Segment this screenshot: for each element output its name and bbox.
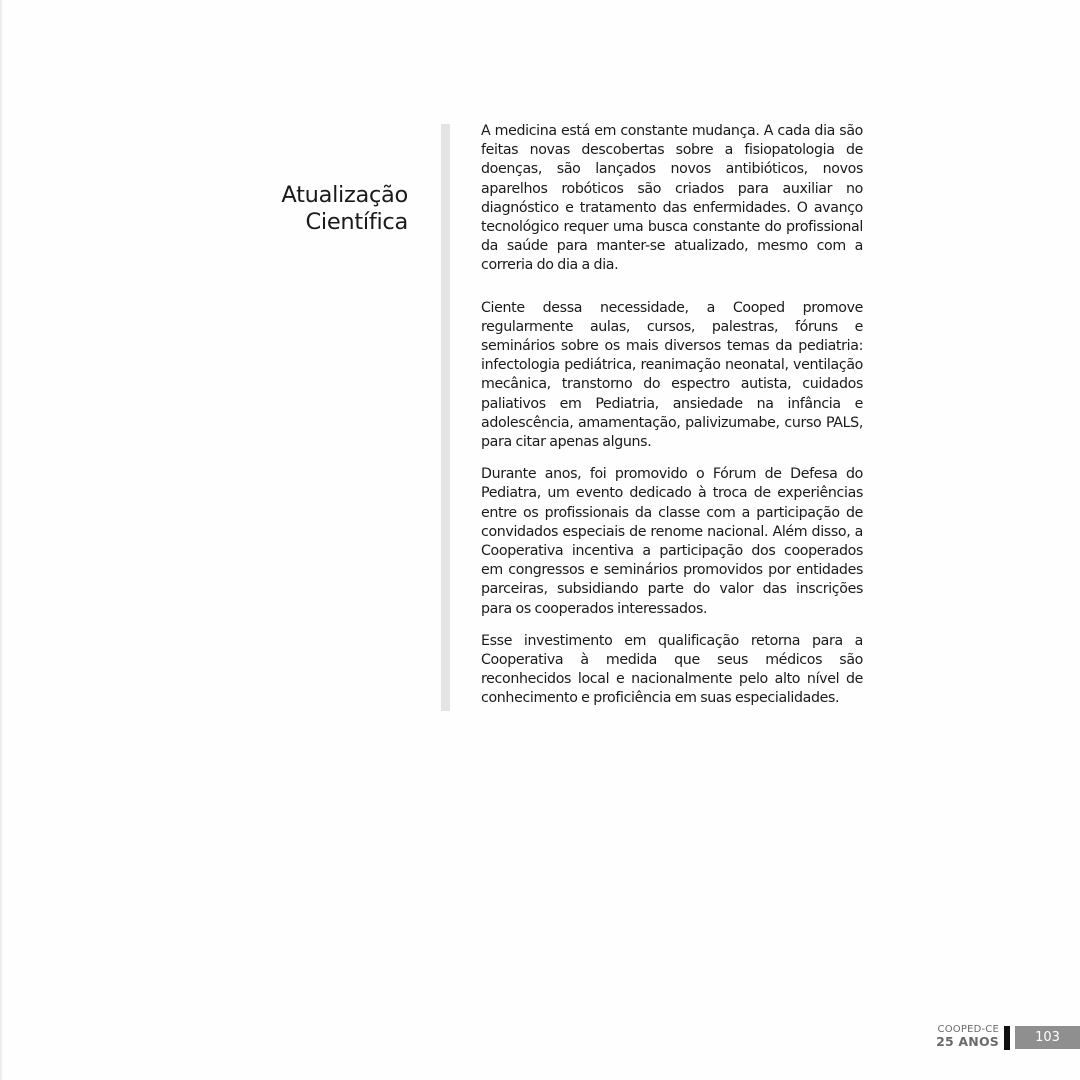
section-title-line-2: Científica [305,209,408,235]
article-paragraph-4: Esse investimento em qualificação retorna para a Cooperativa à medida que seus médicos são reconhecidos local e nacionalmente pelo alto nível de conhecimento e proficiência em suas especialidades. [481,632,863,707]
footer-separator-mark [1004,1026,1010,1050]
article-body [481,122,863,709]
vertical-divider-bar [441,124,450,711]
section-title-line-1: Atualização [281,182,408,208]
footer-brand-logo [905,1024,999,1048]
footer-brand-anniversary: 25 ANOS [936,1034,999,1049]
article-paragraph-3: Durante anos, foi promovido o Fórum de Defesa do Pediatra, um evento dedicado à troca de experiências entre os profissionais da classe com a participação de convidados especiais de renome nacional. Além disso, a Cooperativa incentiva a participação dos cooperados em congressos e seminários promovidos por entidades parceiras, subsidiando parte do valor das inscrições para os cooperados interessados. [481,466,863,617]
article-paragraph-2: Ciente dessa necessidade, a Cooped promove regularmente aulas, cursos, palestras, fóruns e seminários sobre os mais diversos temas da pediatria: infectologia pediátrica, reanimação neonatal, ventilação mecânica, transtorno do espectro autista, cuidados paliativos em Pediatria, ansiedade na infância e adolescência, amamentação, palivizumabe, curso PALS, para citar apenas alguns. [481,299,863,451]
article-paragraph-1: A medicina está em constante mudança. A cada dia são feitas novas descobertas sobre a fisiopatologia de doenças, são lançados novos antibióticos, novos aparelhos robóticos são criados para auxiliar no diagnóstico e tratamento das enfermidades. O avanço tecnológico requer uma busca constante do profissional da saúde para manter-se atualizado, mesmo com a correria do dia a dia. [481,123,863,274]
section-title [148,182,408,236]
footer-brand-name: COOPED-CE [937,1024,999,1035]
page-gutter-shadow [0,0,3,1080]
page-number: 103 [1015,1026,1080,1049]
